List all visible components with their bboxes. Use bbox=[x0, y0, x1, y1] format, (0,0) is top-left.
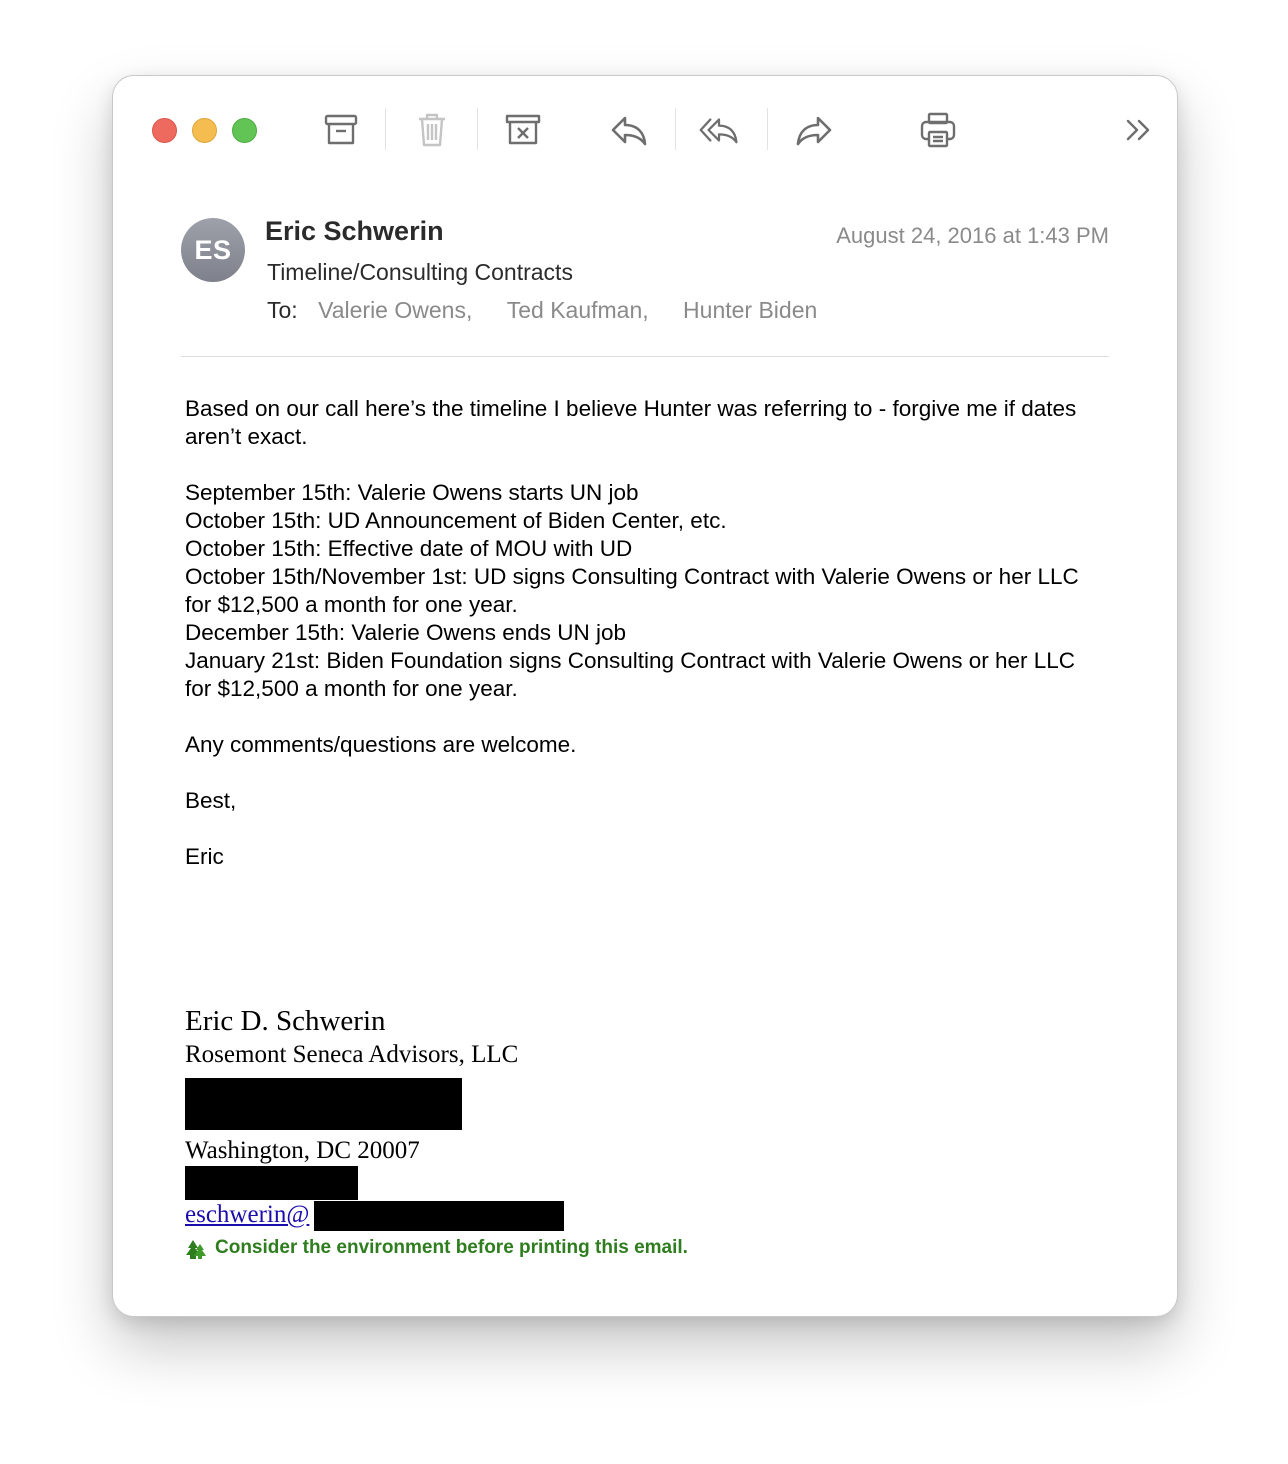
more-icon[interactable] bbox=[1116, 108, 1160, 152]
body-paragraph: Any comments/questions are welcome. bbox=[185, 732, 577, 757]
eco-note-text: Consider the environment before printing this email. bbox=[215, 1237, 688, 1258]
timeline-line: January 21st: Biden Foundation signs Consulting Contract with Valerie Owens or her LLC for $12,500 a month for one year. bbox=[185, 648, 1076, 701]
header-divider bbox=[181, 356, 1109, 357]
sender-name[interactable]: Eric Schwerin bbox=[265, 216, 444, 246]
forward-icon[interactable] bbox=[792, 108, 836, 152]
archive-icon[interactable] bbox=[319, 108, 363, 152]
body-paragraph: Based on our call here’s the timeline I believe Hunter was referring to - forgive me if dates aren’t exact. bbox=[185, 396, 1077, 449]
recipient[interactable]: Hunter Biden bbox=[683, 297, 818, 323]
recipient[interactable]: Ted Kaufman, bbox=[506, 297, 649, 323]
timeline-line: October 15th: UD Announcement of Biden Center, etc. bbox=[185, 508, 727, 533]
signoff: Best, bbox=[185, 788, 237, 813]
recipients-row bbox=[267, 297, 817, 324]
signature-email-link[interactable]: eschwerin@ bbox=[185, 1201, 310, 1228]
redaction-block bbox=[185, 1166, 358, 1200]
junk-icon[interactable] bbox=[501, 108, 545, 152]
signature-city: Washington, DC 20007 bbox=[185, 1137, 420, 1164]
mail-window bbox=[112, 75, 1178, 1317]
reply-icon[interactable] bbox=[607, 108, 651, 152]
signoff-name: Eric bbox=[185, 844, 224, 869]
tree-icon bbox=[185, 1236, 211, 1260]
toolbar-separator bbox=[767, 108, 768, 150]
timeline-line: September 15th: Valerie Owens starts UN job bbox=[185, 480, 639, 505]
signature-name: Eric D. Schwerin bbox=[185, 1005, 386, 1037]
recipient[interactable]: Valerie Owens, bbox=[318, 297, 473, 323]
zoom-window-button[interactable] bbox=[232, 118, 257, 143]
toolbar-separator bbox=[675, 108, 676, 150]
minimize-window-button[interactable] bbox=[192, 118, 217, 143]
email-body bbox=[185, 395, 1105, 871]
email-date: August 24, 2016 at 1:43 PM bbox=[836, 223, 1109, 248]
reply-all-icon[interactable] bbox=[697, 108, 741, 152]
email-subject: Timeline/Consulting Contracts bbox=[267, 259, 573, 285]
redaction-block bbox=[185, 1078, 462, 1130]
trash-icon[interactable] bbox=[410, 108, 454, 152]
avatar: ES bbox=[181, 218, 245, 282]
signature-company: Rosemont Seneca Advisors, LLC bbox=[185, 1041, 519, 1068]
eco-note bbox=[185, 1236, 688, 1260]
timeline-line: December 15th: Valerie Owens ends UN job bbox=[185, 620, 627, 645]
timeline-line: October 15th/November 1st: UD signs Consulting Contract with Valerie Owens or her LLC for $12,500 a month for one year. bbox=[185, 564, 1079, 617]
timeline-line: October 15th: Effective date of MOU with UD bbox=[185, 536, 633, 561]
toolbar-separator bbox=[477, 108, 478, 150]
redaction-block bbox=[314, 1201, 564, 1231]
print-icon[interactable] bbox=[916, 108, 960, 152]
close-window-button[interactable] bbox=[152, 118, 177, 143]
toolbar-separator bbox=[385, 108, 386, 150]
to-label: To: bbox=[267, 297, 298, 323]
